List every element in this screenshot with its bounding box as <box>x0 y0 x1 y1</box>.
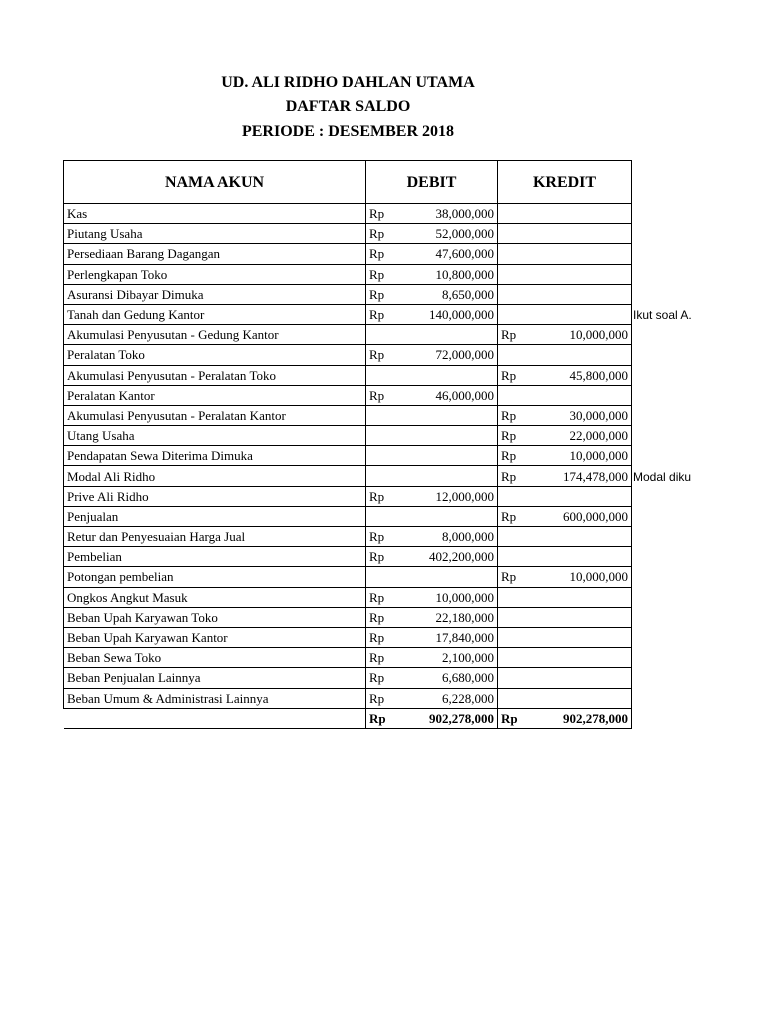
credit-currency-cell <box>498 204 531 224</box>
debit-currency-cell: Rp <box>366 527 399 547</box>
debit-currency-cell: Rp <box>366 304 399 324</box>
debit-amount-cell: 46,000,000 <box>399 385 498 405</box>
credit-currency-cell <box>498 527 531 547</box>
credit-currency-cell <box>498 607 531 627</box>
debit-currency-cell: Rp <box>366 284 399 304</box>
debit-currency-cell: Rp <box>366 486 399 506</box>
debit-currency-cell: Rp <box>366 345 399 365</box>
debit-amount-cell <box>399 466 498 486</box>
account-name-cell: Pendapatan Sewa Diterima Dimuka <box>64 446 366 466</box>
account-name-cell: Beban Penjualan Lainnya <box>64 668 366 688</box>
credit-amount-cell <box>531 224 632 244</box>
credit-amount-cell <box>531 688 632 708</box>
debit-currency-cell <box>366 466 399 486</box>
table-row <box>64 527 632 547</box>
account-name-cell: Tanah dan Gedung Kantor <box>64 304 366 324</box>
account-name-cell: Akumulasi Penyusutan - Gedung Kantor <box>64 325 366 345</box>
credit-currency-cell <box>498 547 531 567</box>
debit-amount-cell <box>399 567 498 587</box>
debit-amount-cell: 402,200,000 <box>399 547 498 567</box>
debit-amount-cell <box>399 506 498 526</box>
table-row <box>64 486 632 506</box>
debit-amount-cell: 8,650,000 <box>399 284 498 304</box>
total-debit-amount: 902,278,000 <box>399 708 498 728</box>
account-name-cell: Penjualan <box>64 506 366 526</box>
debit-amount-cell <box>399 426 498 446</box>
credit-currency-cell: Rp <box>498 365 531 385</box>
credit-currency-cell <box>498 345 531 365</box>
credit-amount-cell <box>531 648 632 668</box>
debit-currency-cell: Rp <box>366 607 399 627</box>
total-debit-currency: Rp <box>366 708 399 728</box>
debit-header: DEBIT <box>366 161 498 204</box>
table-row <box>64 567 632 587</box>
table-row <box>64 304 632 324</box>
table-row <box>64 244 632 264</box>
credit-amount-cell <box>531 627 632 647</box>
table-row <box>64 224 632 244</box>
credit-currency-cell <box>498 668 531 688</box>
table-row <box>64 607 632 627</box>
company-title: UD. ALI RIDHO DAHLAN UTAMA <box>221 74 475 91</box>
credit-amount-cell <box>531 607 632 627</box>
account-name-cell: Peralatan Kantor <box>64 385 366 405</box>
table-row <box>64 204 632 224</box>
credit-currency-cell: Rp <box>498 466 531 486</box>
debit-currency-cell <box>366 426 399 446</box>
debit-currency-cell: Rp <box>366 688 399 708</box>
table-row <box>64 264 632 284</box>
credit-currency-cell <box>498 486 531 506</box>
table-row <box>64 466 632 486</box>
credit-currency-cell: Rp <box>498 405 531 425</box>
credit-currency-cell <box>498 244 531 264</box>
credit-amount-cell: 600,000,000 <box>531 506 632 526</box>
table-row <box>64 668 632 688</box>
credit-currency-cell: Rp <box>498 567 531 587</box>
account-name-cell: Retur dan Penyesuaian Harga Jual <box>64 527 366 547</box>
account-name-cell: Persediaan Barang Dagangan <box>64 244 366 264</box>
credit-amount-cell: 10,000,000 <box>531 567 632 587</box>
table-row <box>64 284 632 304</box>
debit-currency-cell: Rp <box>366 627 399 647</box>
debit-amount-cell <box>399 365 498 385</box>
table-header-row <box>64 161 632 204</box>
table-row <box>64 405 632 425</box>
total-credit-currency: Rp <box>498 708 531 728</box>
account-name-cell: Akumulasi Penyusutan - Peralatan Toko <box>64 365 366 385</box>
debit-currency-cell <box>366 365 399 385</box>
debit-amount-cell: 12,000,000 <box>399 486 498 506</box>
debit-amount-cell <box>399 405 498 425</box>
debit-amount-cell <box>399 325 498 345</box>
credit-currency-cell: Rp <box>498 506 531 526</box>
table-row <box>64 547 632 567</box>
debit-amount-cell: 38,000,000 <box>399 204 498 224</box>
credit-amount-cell <box>531 284 632 304</box>
credit-currency-cell <box>498 587 531 607</box>
credit-amount-cell <box>531 486 632 506</box>
table-row <box>64 506 632 526</box>
debit-currency-cell: Rp <box>366 668 399 688</box>
credit-amount-cell: 30,000,000 <box>531 405 632 425</box>
debit-currency-cell: Rp <box>366 587 399 607</box>
debit-amount-cell: 6,228,000 <box>399 688 498 708</box>
credit-amount-cell <box>531 204 632 224</box>
debit-amount-cell <box>399 446 498 466</box>
credit-currency-cell <box>498 284 531 304</box>
credit-currency-cell <box>498 648 531 668</box>
debit-currency-cell: Rp <box>366 204 399 224</box>
total-credit-amount: 902,278,000 <box>531 708 632 728</box>
debit-currency-cell <box>366 567 399 587</box>
debit-amount-cell: 140,000,000 <box>399 304 498 324</box>
table-row <box>64 627 632 647</box>
table-row <box>64 325 632 345</box>
account-name-cell: Perlengkapan Toko <box>64 264 366 284</box>
debit-amount-cell: 17,840,000 <box>399 627 498 647</box>
credit-amount-cell: 45,800,000 <box>531 365 632 385</box>
credit-amount-cell: 10,000,000 <box>531 446 632 466</box>
credit-currency-cell <box>498 264 531 284</box>
credit-amount-cell <box>531 547 632 567</box>
debit-currency-cell: Rp <box>366 385 399 405</box>
debit-amount-cell: 10,000,000 <box>399 587 498 607</box>
credit-amount-cell <box>531 304 632 324</box>
debit-amount-cell: 8,000,000 <box>399 527 498 547</box>
credit-amount-cell <box>531 587 632 607</box>
debit-currency-cell: Rp <box>366 244 399 264</box>
account-name-cell: Beban Umum & Administrasi Lainnya <box>64 688 366 708</box>
account-name-cell: Prive Ali Ridho <box>64 486 366 506</box>
account-name-cell: Beban Upah Karyawan Toko <box>64 607 366 627</box>
account-name-cell: Akumulasi Penyusutan - Peralatan Kantor <box>64 405 366 425</box>
table-row <box>64 648 632 668</box>
credit-currency-cell <box>498 627 531 647</box>
table-row <box>64 688 632 708</box>
credit-amount-cell: 10,000,000 <box>531 325 632 345</box>
debit-currency-cell: Rp <box>366 547 399 567</box>
credit-currency-cell <box>498 304 531 324</box>
period-title: PERIODE : DESEMBER 2018 <box>241 123 455 140</box>
debit-currency-cell <box>366 506 399 526</box>
account-name-cell: Utang Usaha <box>64 426 366 446</box>
debit-amount-cell: 2,100,000 <box>399 648 498 668</box>
debit-amount-cell: 72,000,000 <box>399 345 498 365</box>
debit-currency-cell <box>366 405 399 425</box>
credit-amount-cell: 174,478,000 <box>531 466 632 486</box>
table-row <box>64 426 632 446</box>
credit-amount-cell: 22,000,000 <box>531 426 632 446</box>
table-row <box>64 345 632 365</box>
side-note-tanah: Ikut soal A. <box>633 308 692 322</box>
credit-currency-cell <box>498 688 531 708</box>
account-name-cell: Pembelian <box>64 547 366 567</box>
credit-amount-cell <box>531 264 632 284</box>
credit-currency-cell <box>498 224 531 244</box>
debit-currency-cell: Rp <box>366 648 399 668</box>
credit-currency-cell: Rp <box>498 325 531 345</box>
account-name-cell: Piutang Usaha <box>64 224 366 244</box>
total-blank-cell <box>64 708 366 728</box>
table-row <box>64 587 632 607</box>
debit-amount-cell: 52,000,000 <box>399 224 498 244</box>
debit-currency-cell <box>366 325 399 345</box>
account-name-cell: Beban Sewa Toko <box>64 648 366 668</box>
debit-currency-cell: Rp <box>366 224 399 244</box>
credit-amount-cell <box>531 385 632 405</box>
total-row <box>64 708 632 728</box>
table-row <box>64 365 632 385</box>
account-name-cell: Asuransi Dibayar Dimuka <box>64 284 366 304</box>
debit-currency-cell: Rp <box>366 264 399 284</box>
account-name-cell: Ongkos Angkut Masuk <box>64 587 366 607</box>
account-name-cell: Modal Ali Ridho <box>64 466 366 486</box>
debit-currency-cell <box>366 446 399 466</box>
credit-currency-cell: Rp <box>498 446 531 466</box>
credit-header: KREDIT <box>498 161 632 204</box>
debit-amount-cell: 22,180,000 <box>399 607 498 627</box>
credit-currency-cell: Rp <box>498 426 531 446</box>
table-row <box>64 385 632 405</box>
credit-amount-cell <box>531 244 632 264</box>
debit-amount-cell: 6,680,000 <box>399 668 498 688</box>
account-name-header: NAMA AKUN <box>64 161 366 204</box>
report-title: DAFTAR SALDO <box>285 98 411 115</box>
trial-balance-table <box>63 160 632 729</box>
debit-amount-cell: 10,800,000 <box>399 264 498 284</box>
table-row <box>64 446 632 466</box>
account-name-cell: Potongan pembelian <box>64 567 366 587</box>
credit-amount-cell <box>531 527 632 547</box>
credit-amount-cell <box>531 345 632 365</box>
account-name-cell: Beban Upah Karyawan Kantor <box>64 627 366 647</box>
account-name-cell: Peralatan Toko <box>64 345 366 365</box>
side-note-modal: Modal diku <box>633 470 692 484</box>
account-name-cell: Kas <box>64 204 366 224</box>
credit-amount-cell <box>531 668 632 688</box>
debit-amount-cell: 47,600,000 <box>399 244 498 264</box>
credit-currency-cell <box>498 385 531 405</box>
